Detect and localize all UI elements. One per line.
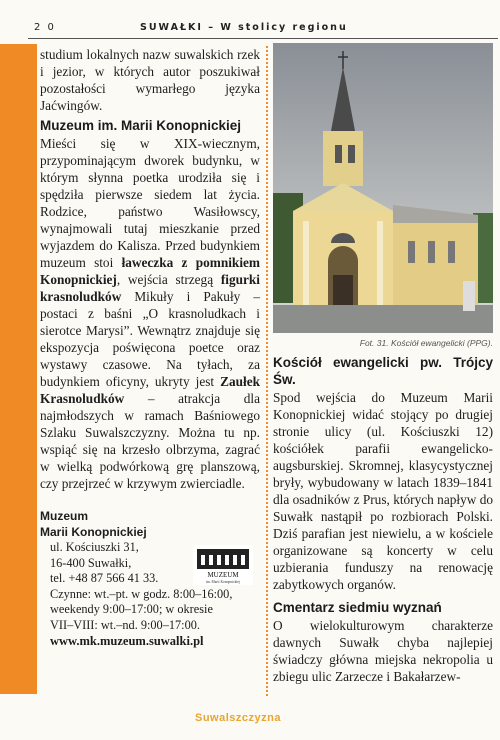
page-number: 2 0 — [34, 22, 56, 33]
page-header — [0, 0, 500, 44]
church-heading: Kościół ewangelicki pw. Trójcy Św. — [273, 355, 493, 387]
photo-caption: Fot. 31. Kościół ewangelicki (PPG). — [359, 338, 493, 348]
museum-text-4: – atrakcja dla najmłodszych w ramach Baśniowego Szlaku Suwalszczyzny. Można tu np. wspiąć się na krzesło olbrzyma, zagrać w wielką podwórkową grę planszową, czy przejrzeć w krzywym zwierciadle. — [40, 391, 260, 491]
column-divider — [266, 46, 268, 696]
museum-text-1: Mieści się w XIX-wiecznym, przypominającym dworek budynku, w którym słynna poetka urodziła się i spędziła pierwsze siedem lat życia. Rodzice, państwo Wasiłowscy, wynajmowali tutaj mieszkanie przed wyjazdem do Kalisza. Przed budynkiem muzeum stoi — [40, 136, 260, 270]
museum-logo-icon — [193, 545, 253, 585]
right-column — [273, 43, 493, 685]
contact-name-2: Marii Konopnickiej — [40, 525, 147, 539]
dwarf-alley-bold: Zaułek Krasnoludków — [40, 374, 260, 406]
museum-paragraph — [40, 135, 260, 492]
church-paragraph: Spod wejścia do Muzeum Marii Konopnickiej widać stojący po drugiej stronie ulicy (ul. Kościuszki 12) kościółek parafii ewangelicko-augsburskiej. Skromnej, klasycystycznej bryły, wybudowany w latach 1839–1841 dla osadników z Prus, których napływ do Suwałk nastąpił po rozbiorach Polski. Dziś parafian jest niewielu, a w kościele organizowane są koncerty w celu uzbierania funduszy na renowację zabytkowych organów. — [273, 390, 493, 592]
intro-paragraph: studium lokalnych nazw suwalskich rzek i jezior, w których autor poszukiwał pozostałości wymarłego języka Jaćwingów. — [40, 47, 260, 113]
museum-heading: Muzeum im. Marii Konopnickiej — [40, 118, 242, 133]
logo-text: MUZEUM — [207, 571, 239, 579]
contact-address-1: ul. Kościuszki 31, — [50, 540, 139, 554]
left-column — [40, 46, 260, 492]
dwarf-figures-bold: figurki krasnoludków — [40, 272, 260, 304]
logo-subtext: im. Marii Konopnickiej — [205, 580, 241, 584]
museum-text-3: Mikuły i Pakuły – postaci z baśni „O krasnoludkach i sierotce Marysi”. Wewnątrz znajduje się ekspozycja poświęcona poetce oraz wystawy czasowe. Na tyłach, za budynkiem oficyny, ukryty jest — [40, 289, 260, 389]
museum-text-2: , wejścia strzegą — [116, 272, 221, 287]
museum-logo — [193, 545, 253, 585]
contact-phone: tel. +48 87 566 41 33. — [50, 571, 159, 585]
cemetery-heading: Cmentarz siedmiu wyznań — [273, 600, 442, 615]
church-photo — [273, 43, 493, 333]
running-head: SUWAŁKI – W stolicy regionu — [140, 22, 348, 33]
bench-monument-bold: ławeczka z pomnikiem Konopnickiej — [40, 255, 260, 287]
header-rule — [28, 38, 498, 39]
cemetery-paragraph: O wielokulturowym charakterze dawnych Suwałk chyba najlepiej świadczy główna miejska nekropolia u zbiegu ulic Zarzecze i Bakałarzew- — [273, 618, 493, 684]
contact-name-1: Muzeum — [40, 509, 88, 523]
contact-hours-1: Czynne: wt.–pt. w godz. 8:00–16:00, — [50, 586, 233, 601]
footer-region-label: Suwalszczyzna — [195, 712, 281, 724]
church-image — [273, 43, 493, 333]
contact-address-2: 16-400 Suwałki, — [50, 555, 132, 570]
margin-color-bar — [0, 44, 37, 694]
contact-hours-3: VII–VIII: wt.–nd. 9:00–17:00. — [50, 617, 200, 632]
museum-url-link[interactable]: www.mk.muzeum.suwalki.pl — [50, 634, 204, 648]
right-text — [273, 354, 493, 685]
contact-hours-2: weekendy 9:00–17:00; w okresie — [50, 602, 213, 616]
